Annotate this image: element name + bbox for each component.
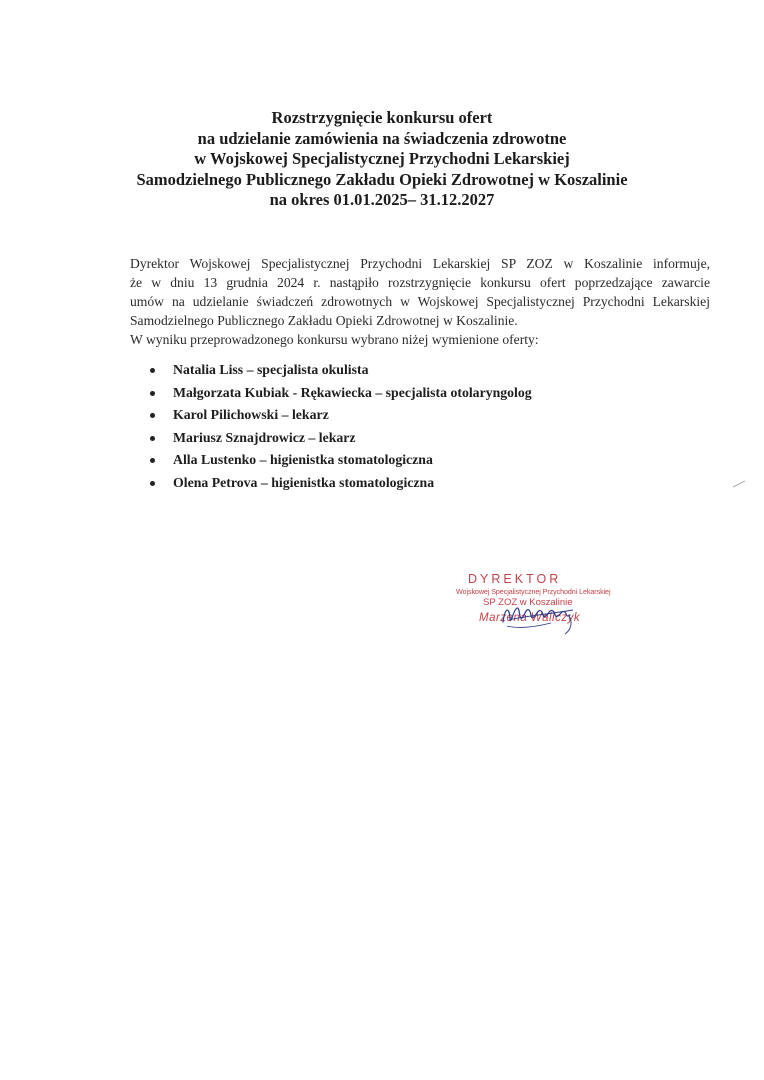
offer-text: Alla Lustenko – higienistka stomatologiczna [173,452,433,467]
list-item [150,427,532,450]
bullet-icon [150,436,155,441]
list-item [150,472,532,495]
list-item [150,359,532,382]
paragraph-line: że w dniu 13 grudnia 2024 r. nastąpiło rozstrzygnięcie konkursu ofert poprzedzające zawarcie [130,275,710,290]
bullet-icon [150,458,155,463]
stray-mark-icon [732,480,746,488]
offer-text: Mariusz Sznajdrowicz – lekarz [173,429,356,445]
title-line: w Wojskowej Specjalistycznej Przychodni Lekarskiej [194,149,570,168]
offer-text: Karol Pilichowski – lekarz [173,407,329,422]
stamp-institution: Wojskowej Specjalistycznej Przychodni Lekarskiej [456,587,611,596]
document-title [100,108,664,211]
paragraph-line: Dyrektor Wojskowej Specjalistycznej Przychodni Lekarskiej SP ZOZ w Koszalinie informuje, [130,256,710,271]
stamp-title: DYREKTOR [468,572,562,586]
stamp-unit: SP ZOZ w Koszalinie [483,597,573,608]
handwritten-signature-icon [495,596,595,636]
selected-offers-list [150,359,532,494]
paragraph-line: W wyniku przeprowadzonego konkursu wybrano niżej wymienione oferty: [130,332,539,347]
title-line: na okres 01.01.2025– 31.12.2027 [269,190,495,209]
bullet-icon [150,391,155,396]
bullet-icon [150,481,155,486]
announcement-paragraph [130,254,710,349]
stamp-name: Marzena Wallczyk [479,612,581,624]
offer-text: Olena Petrova – higienistka stomatologiczna [173,474,435,490]
bullet-icon [150,368,155,373]
list-item [150,382,532,405]
paragraph-line: Samodzielnego Publicznego Zakładu Opieki Zdrowotnej w Koszalinie. [130,313,518,328]
list-item [150,404,532,427]
title-line: Samodzielnego Publicznego Zakładu Opieki Zdrowotnej w Koszalinie [136,169,628,189]
paragraph-line: umów na udzielanie świadczeń zdrowotnych w Wojskowej Specjalistycznej Przychodni Lekarskiej [130,294,710,309]
offer-text: Natalia Liss – specjalista okulista [173,362,369,377]
offer-text: Małgorzata Kubiak - Rękawiecka – specjalista otolaryngolog [173,384,532,400]
bullet-icon [150,413,155,418]
title-line: na udzielanie zamówienia na świadczenia zdrowotne [197,128,567,148]
list-item [150,449,532,472]
title-line: Rozstrzygnięcie konkursu ofert [271,108,493,127]
